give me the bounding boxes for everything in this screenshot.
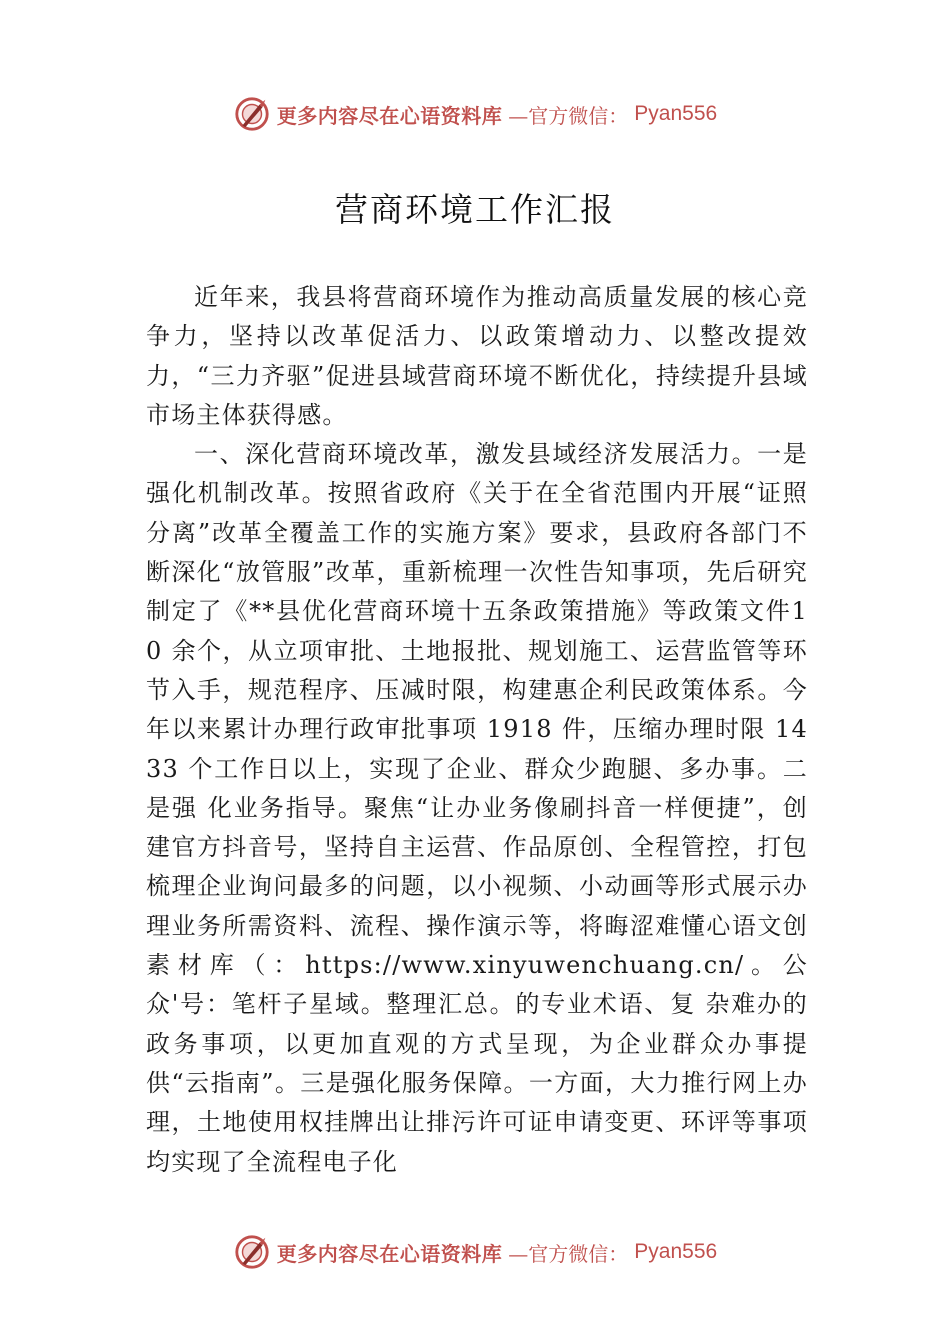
intro-paragraph: 近年来，我县将营商环境作为推动高质量发展的核心竞争力，坚持以改革促活力、以政策增动力、以整改提效力，“三力齐驱”促进县域营商环境不断优化，持续提升县域市场主体获得感。 (146, 283, 808, 429)
footer-wechat-handle: Pyan556 (634, 1240, 718, 1263)
header-watermark-banner (0, 92, 950, 136)
footer-contact-label: —官方微信： (508, 1241, 629, 1266)
quill-pen-logo-icon (233, 1233, 271, 1271)
footer-watermark-banner (0, 1230, 950, 1274)
section-one-paragraph: 一、深化营商环境改革，激发县域经济发展活力。一是强化机制改革。按照省政府《关于在全省范围内开展“证照分离”改革全覆盖工作的实施方案》要求，县政府各部门不断深化“放管服”改革，重新梳理一次性告知事项，先后研究制定了《**县优化营商环境十五条政策措施》等政策文件10 余个，从立项审批、土地报批、规划施工、运营监管等环节入手，规范程序、压减时限，构建惠企利民政策体系。今年以来累计办理行政审批事项 1918 件，压缩办理时限 1433 个工作日以上，实现了企业、群众少跑腿、多办事。二是强 化业务指导。聚焦“让办业务像刷抖音一样便捷”，创建官方抖音号，坚持自主运营、作品原创、全程管控，打包梳理企业询问最多的问题，以小视频、小动画等形式展示办理业务所需资料、流程、操作演示等，将晦涩难懂心语文创素材库（：https://www.xinyuwenchuang.cn/。公众'号：笔杆子星域。整理汇总。的专业术语、复 杂难办的政务事项，以更加直观的方式呈现，为企业群众办事提供“云指南”。三是强化服务保障。一方面，大力推行网上办理，土地使用权挂牌出让排污许可证申请变更、环评等事项均实现了全流程电子化 (146, 440, 808, 1176)
footer-brand-text: 更多内容尽在心语资料库 (276, 1241, 503, 1266)
header-brand-text: 更多内容尽在心语资料库 (276, 103, 503, 128)
quill-pen-logo-icon (233, 95, 271, 133)
header-wechat-handle: Pyan556 (634, 102, 718, 125)
document-body (146, 278, 808, 1182)
document-title: 营商环境工作汇报 (335, 190, 615, 229)
header-contact-label: —官方微信： (508, 103, 629, 128)
